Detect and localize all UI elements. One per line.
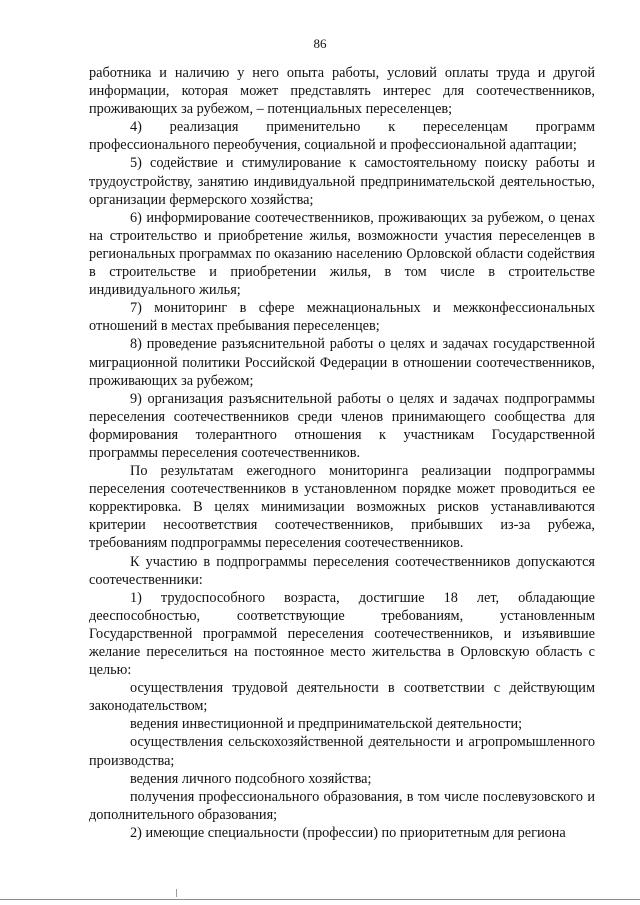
paragraph: 2) имеющие специальности (профессии) по приоритетным для региона [130, 824, 566, 841]
paragraph: 1) трудоспособного возраста, достигшие 18 лет, обладающие дееспособностью, соответствующие требованиям, установленным Государственной программой переселения соотечественников, и изъявившие желание переселиться на постоянное место жительства в Орловскую область с целью: [89, 589, 595, 679]
paragraph: По результатам ежегодного мониторинга реализации подпрограммы переселения соотечественников в установленном порядке может проводиться ее корректировка. В целях минимизации возможных рисков устанавливаются критерии несоответствия соотечественников, прибывших из-за рубежа, требованиям подпрограммы переселения соотечественников. [89, 463, 595, 552]
paragraph: получения профессионального образования, в том числе послевузовского и дополнительного образования; [89, 788, 595, 823]
paragraph: 6) информирование соотечественников, проживающих за рубежом, о ценах на строительство и приобретение жилья, возможности участия переселенцев в региональных программах по оказанию населению Орловской области содействия в строительстве и приобретении жилья, в том числе в строительстве индивидуального жилья; [89, 209, 595, 299]
paragraph: 5) содействие и стимулирование к самостоятельному поиску работы и трудоустройству, занятию индивидуальной предпринимательской деятельностью, организации фермерского хозяйства; [89, 155, 595, 208]
paragraph: 8) проведение разъяснительной работы о целях и задачах государственной миграционной политики Российской Федерации в отношении соотечественников, проживающих за рубежом; [89, 336, 595, 389]
paragraph: 9) организация разъяснительной работы о целях и задачах подпрограммы переселения соотечественников среди членов принимающего сообщества для формирования толерантного отношения к участникам Государственной программы переселения соотечественников. [89, 390, 595, 461]
page-number: 86 [313, 36, 327, 51]
paragraph: К участию в подпрограммы переселения соотечественников допускаются соотечественники: [89, 553, 595, 588]
paragraph: работника и наличию у него опыта работы, условий оплаты труда и другой информации, которая может представлять интерес для соотечественников, проживающих за рубежом, – потенциальных переселенцев; [89, 65, 595, 118]
paragraph: осуществления трудовой деятельности в соответствии с действующим законодательством; [89, 680, 595, 715]
paragraph: ведения инвестиционной и предпринимательской деятельности; [130, 716, 523, 733]
paragraph: 4) реализация применительно к переселенцам программ профессионального переобучения, социальной и профессиональной адаптации; [89, 119, 595, 154]
paragraph: осуществления сельскохозяйственной деятельности и агропромышленного производства; [89, 734, 595, 769]
document-body [89, 64, 595, 842]
paragraph: ведения личного подсобного хозяйства; [130, 770, 372, 787]
scan-mark [176, 889, 177, 897]
paragraph: 7) мониторинг в сфере межнациональных и межконфессиональных отношений в местах пребывания переселенцев; [89, 300, 595, 335]
page-bottom-rule [0, 899, 640, 900]
